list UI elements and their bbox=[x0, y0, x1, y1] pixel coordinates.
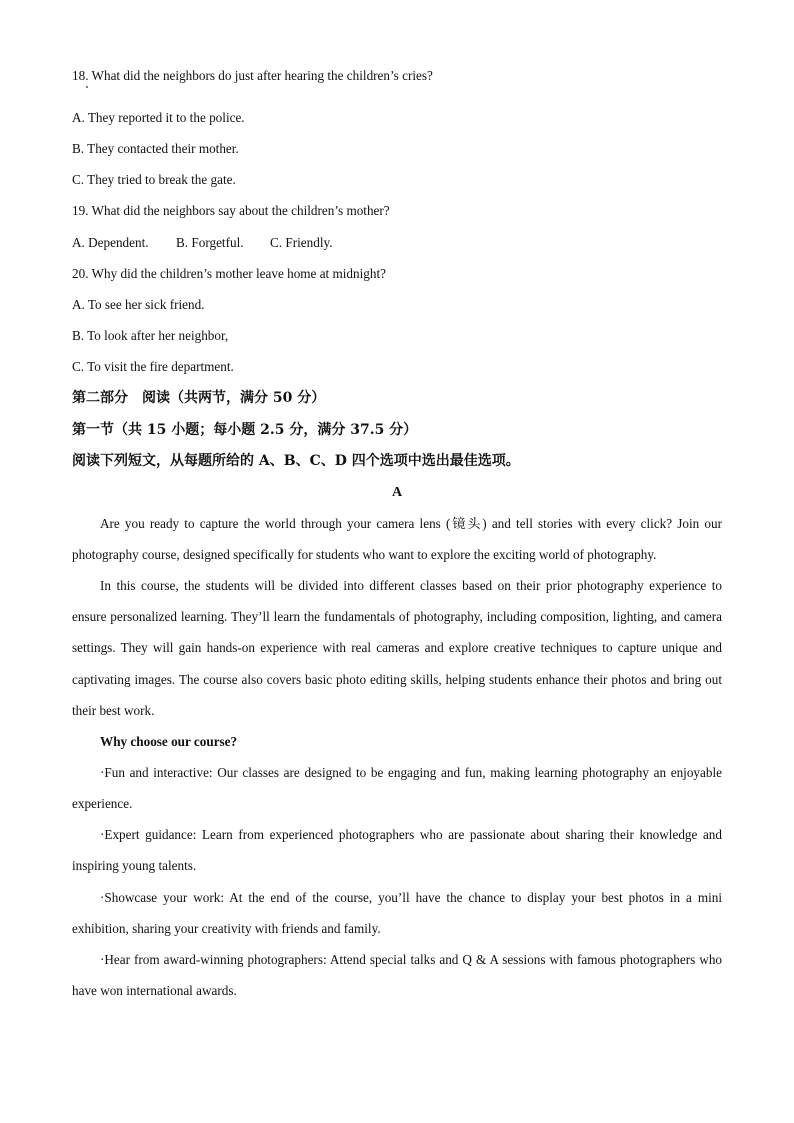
passage-heading: Why choose our course? bbox=[100, 734, 238, 749]
question-19-options bbox=[72, 235, 333, 251]
question-19-option-b: B. Forgetful. bbox=[176, 235, 244, 250]
passage-label: A bbox=[391, 485, 403, 500]
bullet-fun: ·Fun and interactive: Our classes are designed to be engaging and fun, making learning photography an enjoyable experience. bbox=[72, 765, 722, 812]
instruction: 阅读下列短文，从每题所给的 A、B、C、D 四个选项中选出最佳选项。 bbox=[72, 453, 520, 469]
question-20-stem: 20. Why did the children’s mother leave home at midnight? bbox=[72, 266, 386, 281]
question-19-stem: 19. What did the neighbors say about the children’s mother? bbox=[72, 203, 390, 218]
question-20-option-b: B. To look after her neighbor, bbox=[72, 328, 229, 343]
question-19-option-c: C. Friendly. bbox=[270, 235, 333, 250]
question-18-option-c: C. They tried to break the gate. bbox=[72, 172, 236, 187]
question-20-option-a: A. To see her sick friend. bbox=[72, 297, 205, 312]
question-18-stem: 18. What did the neighbors do just after hearing the children’s cries? bbox=[72, 68, 433, 83]
stray-dot bbox=[86, 86, 88, 88]
bullet-award: ·Hear from award-winning photographers: Attend special talks and Q & A sessions with famous photographers who have won international awards. bbox=[72, 952, 722, 999]
passage-paragraph-1: Are you ready to capture the world through your camera lens (镜头) and tell stories with every click? Join our photography course, designed specifically for students who want to explore the exciting world of photography. bbox=[72, 516, 722, 563]
bullet-showcase: ·Showcase your work: At the end of the course, you’ll have the chance to display your best photos in a mini exhibition, sharing your creativity with friends and family. bbox=[72, 890, 722, 937]
question-18-option-b: B. They contacted their mother. bbox=[72, 141, 239, 156]
part-title: 第二部分 阅读（共两节，满分 50 分） bbox=[72, 390, 326, 406]
section-subtitle: 第一节（共 15 小题；每小题 2.5 分，满分 37.5 分） bbox=[72, 422, 418, 438]
question-18-option-a: A. They reported it to the police. bbox=[72, 110, 245, 125]
question-19-option-a: A. Dependent. bbox=[72, 235, 149, 250]
question-20-option-c: C. To visit the fire department. bbox=[72, 359, 234, 374]
passage-paragraph-2: In this course, the students will be divided into different classes based on their prior photography experience to ensure personalized learning. They’ll learn the fundamentals of photography, including composition, lighting, and camera settings. They will gain hands-on experience with real cameras and explore creative techniques to capture unique and captivating images. The course also covers basic photo editing skills, helping students enhance their photos and bring out their best work. bbox=[72, 578, 722, 718]
bullet-expert: ·Expert guidance: Learn from experienced photographers who are passionate about sharing their knowledge and inspiring young talents. bbox=[72, 827, 722, 874]
